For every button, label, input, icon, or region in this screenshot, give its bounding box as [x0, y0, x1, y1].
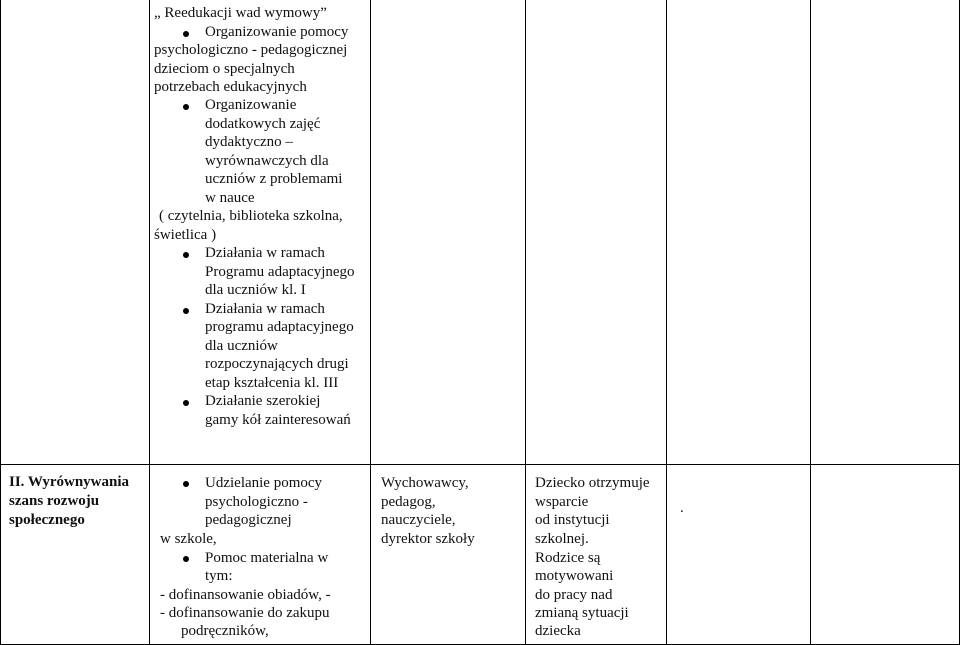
bullet-icon: [183, 31, 189, 37]
actions-b1-line-3: pedagogicznej: [205, 512, 292, 528]
bullet-2-line-5: uczniów z problemami: [205, 171, 343, 187]
row2-heading-line-3: społecznego: [9, 512, 85, 528]
row2-heading-line-1: II. Wyrównywania: [9, 474, 130, 490]
upper-col-6-cell: [810, 0, 960, 465]
notes-dot: .: [680, 500, 684, 516]
actions-tail-line-1: - dofinansowanie obiadów, -: [160, 587, 331, 603]
bullet-4-line-5: etap kształcenia kl. III: [205, 375, 339, 391]
actions-b2-line-2: tym:: [205, 568, 233, 584]
bullet-4-line-1: Działania w ramach: [205, 301, 325, 317]
bullet-3-line-1: Działania w ramach: [205, 245, 325, 261]
effects-line-9: dziecka: [535, 623, 581, 639]
actions-tail-line-2: - dofinansowanie do zakupu: [160, 605, 330, 621]
actions-b2-line-1: Pomoc materialna w: [205, 550, 329, 566]
continuation-line-3: potrzebach edukacyjnych: [154, 79, 307, 95]
actions-b1-line-2: psychologiczno -: [205, 494, 308, 510]
row2-responsible-cell: [370, 464, 526, 645]
bullet-3-line-2: Programu adaptacyjnego: [205, 264, 355, 280]
bullet-2-line-3: dydaktyczno –: [205, 134, 293, 150]
upper-col-5-cell: [666, 0, 811, 465]
bullet-2-line-6: w nauce: [205, 190, 255, 206]
plain-line-2: świetlica ): [154, 227, 217, 243]
bullet-2-line-1: Organizowanie: [205, 97, 297, 113]
upper-col-1-cell: [0, 0, 150, 465]
actions-tail-line-3: podręczników,: [181, 623, 269, 639]
row2-actions-cell: [149, 464, 371, 645]
actions-after-b1: w szkole,: [160, 531, 217, 547]
upper-col-4-cell: [525, 0, 667, 465]
responsible-line-3: nauczyciele,: [381, 512, 456, 528]
row2-effects-cell: [525, 464, 667, 645]
effects-line-4: szkolnej.: [535, 531, 589, 547]
responsible-line-4: dyrektor szkoły: [381, 531, 475, 547]
bullet-5-line-2: gamy kół zainteresowań: [205, 412, 351, 428]
effects-line-6: motywowani: [535, 568, 614, 584]
bullet-2-line-2: dodatkowych zajęć: [205, 116, 321, 132]
responsible-line-1: Wychowawcy,: [381, 475, 469, 491]
bullet-1-line-1: Organizowanie pomocy: [205, 24, 349, 40]
bullet-5-line-1: Działanie szerokiej: [205, 393, 321, 409]
plain-line-1: ( czytelnia, biblioteka szkolna,: [159, 208, 343, 224]
effects-line-8: zmianą sytuacji: [535, 605, 629, 621]
bullet-icon: [183, 400, 189, 406]
bullet-4-line-2: programu adaptacyjnego: [205, 319, 354, 335]
effects-line-5: Rodzice są: [535, 550, 601, 566]
bullet-2-line-4: wyrównawczych dla: [205, 153, 329, 169]
bullet-4-line-3: dla uczniów: [205, 338, 278, 354]
upper-col-3-cell: [370, 0, 526, 465]
continuation-line-1: psychologiczno - pedagogicznej: [154, 42, 348, 58]
effects-line-7: do pracy nad: [535, 587, 613, 603]
bullet-icon: [183, 556, 189, 562]
row2-heading-cell: [0, 464, 150, 645]
row2-notes-cell: [666, 464, 811, 645]
bullet-icon: [183, 481, 189, 487]
row2-heading-line-2: szans rozwoju: [9, 493, 100, 509]
row2-extra-cell: [810, 464, 960, 645]
effects-line-3: od instytucji: [535, 512, 610, 528]
bullet-icon: [183, 308, 189, 314]
upper-col-2-cell: [149, 0, 371, 465]
continuation-line-2: dzieciom o specjalnych: [154, 61, 295, 77]
bullet-3-line-3: dla uczniów kl. I: [205, 282, 306, 298]
bullet-icon: [183, 104, 189, 110]
effects-line-1: Dziecko otrzymuje: [535, 475, 650, 491]
bullet-4-line-4: rozpoczynających drugi: [205, 356, 349, 372]
upper-title: „ Reedukacji wad wymowy”: [154, 5, 327, 21]
effects-line-2: wsparcie: [535, 494, 589, 510]
responsible-line-2: pedagog,: [381, 494, 436, 510]
bullet-icon: [183, 252, 189, 258]
actions-b1-line-1: Udzielanie pomocy: [205, 475, 323, 491]
